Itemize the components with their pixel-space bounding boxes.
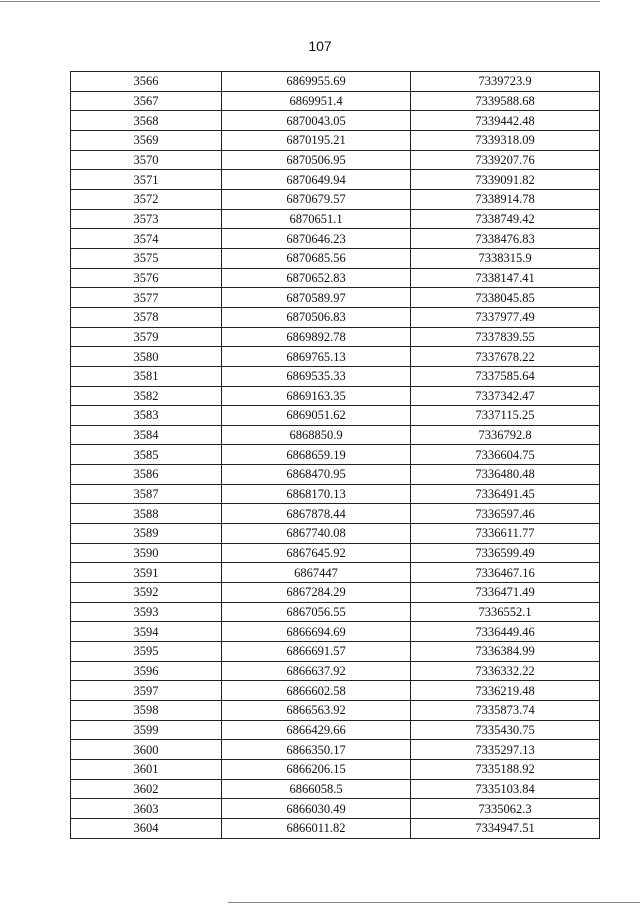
point-number-cell: 3575 xyxy=(71,248,222,268)
point-number-cell: 3571 xyxy=(71,170,222,190)
y-coordinate-cell: 7336480.48 xyxy=(411,465,600,485)
table-row xyxy=(71,681,600,701)
y-coordinate-cell: 7336467.16 xyxy=(411,563,600,583)
y-coordinate-cell: 7336604.75 xyxy=(411,445,600,465)
coordinates-table xyxy=(70,71,600,839)
point-number-cell: 3603 xyxy=(71,799,222,819)
table-row xyxy=(71,150,600,170)
point-number-cell: 3582 xyxy=(71,386,222,406)
point-number-cell: 3574 xyxy=(71,229,222,249)
y-coordinate-cell: 7336792.8 xyxy=(411,425,600,445)
point-number-cell: 3581 xyxy=(71,366,222,386)
x-coordinate-cell: 6870685.56 xyxy=(222,248,411,268)
x-coordinate-cell: 6870195.21 xyxy=(222,130,411,150)
y-coordinate-cell: 7334947.51 xyxy=(411,818,600,838)
table-row xyxy=(71,209,600,229)
y-coordinate-cell: 7336449.46 xyxy=(411,622,600,642)
table-row xyxy=(71,288,600,308)
point-number-cell: 3600 xyxy=(71,740,222,760)
x-coordinate-cell: 6869535.33 xyxy=(222,366,411,386)
table-row xyxy=(71,661,600,681)
table-row xyxy=(71,642,600,662)
table-row xyxy=(71,818,600,838)
page-number: 107 xyxy=(308,38,332,54)
y-coordinate-cell: 7339588.68 xyxy=(411,91,600,111)
top-edge-line xyxy=(0,1,600,2)
table-row xyxy=(71,307,600,327)
point-number-cell: 3585 xyxy=(71,445,222,465)
table-row xyxy=(71,799,600,819)
coordinates-table-body xyxy=(71,72,600,839)
point-number-cell: 3572 xyxy=(71,189,222,209)
x-coordinate-cell: 6869163.35 xyxy=(222,386,411,406)
x-coordinate-cell: 6870649.94 xyxy=(222,170,411,190)
point-number-cell: 3579 xyxy=(71,327,222,347)
y-coordinate-cell: 7337585.64 xyxy=(411,366,600,386)
table-row xyxy=(71,170,600,190)
x-coordinate-cell: 6868659.19 xyxy=(222,445,411,465)
point-number-cell: 3592 xyxy=(71,583,222,603)
table-row xyxy=(71,779,600,799)
y-coordinate-cell: 7335103.84 xyxy=(411,779,600,799)
y-coordinate-cell: 7338147.41 xyxy=(411,268,600,288)
table-row xyxy=(71,406,600,426)
table-row xyxy=(71,366,600,386)
x-coordinate-cell: 6870652.83 xyxy=(222,268,411,288)
x-coordinate-cell: 6867284.29 xyxy=(222,583,411,603)
point-number-cell: 3598 xyxy=(71,701,222,721)
y-coordinate-cell: 7336471.49 xyxy=(411,583,600,603)
x-coordinate-cell: 6868170.13 xyxy=(222,484,411,504)
y-coordinate-cell: 7338914.78 xyxy=(411,189,600,209)
point-number-cell: 3590 xyxy=(71,543,222,563)
table-row xyxy=(71,740,600,760)
x-coordinate-cell: 6866206.15 xyxy=(222,759,411,779)
x-coordinate-cell: 6866694.69 xyxy=(222,622,411,642)
x-coordinate-cell: 6870646.23 xyxy=(222,229,411,249)
y-coordinate-cell: 7338315.9 xyxy=(411,248,600,268)
point-number-cell: 3577 xyxy=(71,288,222,308)
x-coordinate-cell: 6866011.82 xyxy=(222,818,411,838)
table-row xyxy=(71,701,600,721)
x-coordinate-cell: 6870679.57 xyxy=(222,189,411,209)
y-coordinate-cell: 7336552.1 xyxy=(411,602,600,622)
table-row xyxy=(71,425,600,445)
point-number-cell: 3576 xyxy=(71,268,222,288)
y-coordinate-cell: 7336384.99 xyxy=(411,642,600,662)
table-row xyxy=(71,583,600,603)
point-number-cell: 3566 xyxy=(71,72,222,92)
point-number-cell: 3569 xyxy=(71,130,222,150)
table-row xyxy=(71,563,600,583)
point-number-cell: 3594 xyxy=(71,622,222,642)
point-number-cell: 3584 xyxy=(71,425,222,445)
table-row xyxy=(71,543,600,563)
point-number-cell: 3599 xyxy=(71,720,222,740)
x-coordinate-cell: 6867056.55 xyxy=(222,602,411,622)
y-coordinate-cell: 7337342.47 xyxy=(411,386,600,406)
table-row xyxy=(71,347,600,367)
x-coordinate-cell: 6869955.69 xyxy=(222,72,411,92)
table-row xyxy=(71,91,600,111)
x-coordinate-cell: 6870506.95 xyxy=(222,150,411,170)
point-number-cell: 3591 xyxy=(71,563,222,583)
table-row xyxy=(71,720,600,740)
y-coordinate-cell: 7338749.42 xyxy=(411,209,600,229)
table-row xyxy=(71,524,600,544)
table-row xyxy=(71,229,600,249)
point-number-cell: 3570 xyxy=(71,150,222,170)
point-number-cell: 3583 xyxy=(71,406,222,426)
y-coordinate-cell: 7336597.46 xyxy=(411,504,600,524)
y-coordinate-cell: 7337115.25 xyxy=(411,406,600,426)
x-coordinate-cell: 6870589.97 xyxy=(222,288,411,308)
point-number-cell: 3604 xyxy=(71,818,222,838)
y-coordinate-cell: 7339318.09 xyxy=(411,130,600,150)
table-row xyxy=(71,327,600,347)
x-coordinate-cell: 6870651.1 xyxy=(222,209,411,229)
x-coordinate-cell: 6867740.08 xyxy=(222,524,411,544)
x-coordinate-cell: 6867447 xyxy=(222,563,411,583)
y-coordinate-cell: 7336611.77 xyxy=(411,524,600,544)
x-coordinate-cell: 6866637.92 xyxy=(222,661,411,681)
x-coordinate-cell: 6866058.5 xyxy=(222,779,411,799)
x-coordinate-cell: 6866030.49 xyxy=(222,799,411,819)
x-coordinate-cell: 6869765.13 xyxy=(222,347,411,367)
y-coordinate-cell: 7339207.76 xyxy=(411,150,600,170)
table-row xyxy=(71,504,600,524)
table-row xyxy=(71,386,600,406)
y-coordinate-cell: 7336332.22 xyxy=(411,661,600,681)
y-coordinate-cell: 7339723.9 xyxy=(411,72,600,92)
point-number-cell: 3578 xyxy=(71,307,222,327)
y-coordinate-cell: 7337977.49 xyxy=(411,307,600,327)
y-coordinate-cell: 7335297.13 xyxy=(411,740,600,760)
table-row xyxy=(71,189,600,209)
y-coordinate-cell: 7335430.75 xyxy=(411,720,600,740)
x-coordinate-cell: 6868850.9 xyxy=(222,425,411,445)
point-number-cell: 3568 xyxy=(71,111,222,131)
y-coordinate-cell: 7338476.83 xyxy=(411,229,600,249)
point-number-cell: 3567 xyxy=(71,91,222,111)
table-row xyxy=(71,622,600,642)
x-coordinate-cell: 6866691.57 xyxy=(222,642,411,662)
y-coordinate-cell: 7338045.85 xyxy=(411,288,600,308)
table-row xyxy=(71,602,600,622)
point-number-cell: 3595 xyxy=(71,642,222,662)
table-row xyxy=(71,248,600,268)
x-coordinate-cell: 6866602.58 xyxy=(222,681,411,701)
table-row xyxy=(71,268,600,288)
point-number-cell: 3580 xyxy=(71,347,222,367)
y-coordinate-cell: 7339442.48 xyxy=(411,111,600,131)
point-number-cell: 3573 xyxy=(71,209,222,229)
table-row xyxy=(71,130,600,150)
table-row xyxy=(71,465,600,485)
x-coordinate-cell: 6866563.92 xyxy=(222,701,411,721)
y-coordinate-cell: 7336599.49 xyxy=(411,543,600,563)
point-number-cell: 3601 xyxy=(71,759,222,779)
point-number-cell: 3586 xyxy=(71,465,222,485)
x-coordinate-cell: 6867645.92 xyxy=(222,543,411,563)
x-coordinate-cell: 6866350.17 xyxy=(222,740,411,760)
table-row xyxy=(71,111,600,131)
x-coordinate-cell: 6870043.05 xyxy=(222,111,411,131)
y-coordinate-cell: 7335873.74 xyxy=(411,701,600,721)
table-row xyxy=(71,72,600,92)
x-coordinate-cell: 6869892.78 xyxy=(222,327,411,347)
point-number-cell: 3602 xyxy=(71,779,222,799)
x-coordinate-cell: 6868470.95 xyxy=(222,465,411,485)
point-number-cell: 3587 xyxy=(71,484,222,504)
x-coordinate-cell: 6866429.66 xyxy=(222,720,411,740)
point-number-cell: 3596 xyxy=(71,661,222,681)
y-coordinate-cell: 7335188.92 xyxy=(411,759,600,779)
y-coordinate-cell: 7337839.55 xyxy=(411,327,600,347)
table-row xyxy=(71,445,600,465)
table-row xyxy=(71,759,600,779)
y-coordinate-cell: 7339091.82 xyxy=(411,170,600,190)
y-coordinate-cell: 7337678.22 xyxy=(411,347,600,367)
x-coordinate-cell: 6870506.83 xyxy=(222,307,411,327)
table-row xyxy=(71,484,600,504)
y-coordinate-cell: 7335062.3 xyxy=(411,799,600,819)
point-number-cell: 3589 xyxy=(71,524,222,544)
y-coordinate-cell: 7336219.48 xyxy=(411,681,600,701)
point-number-cell: 3588 xyxy=(71,504,222,524)
x-coordinate-cell: 6867878.44 xyxy=(222,504,411,524)
bottom-edge-line xyxy=(228,902,640,903)
x-coordinate-cell: 6869051.62 xyxy=(222,406,411,426)
y-coordinate-cell: 7336491.45 xyxy=(411,484,600,504)
x-coordinate-cell: 6869951.4 xyxy=(222,91,411,111)
point-number-cell: 3597 xyxy=(71,681,222,701)
point-number-cell: 3593 xyxy=(71,602,222,622)
